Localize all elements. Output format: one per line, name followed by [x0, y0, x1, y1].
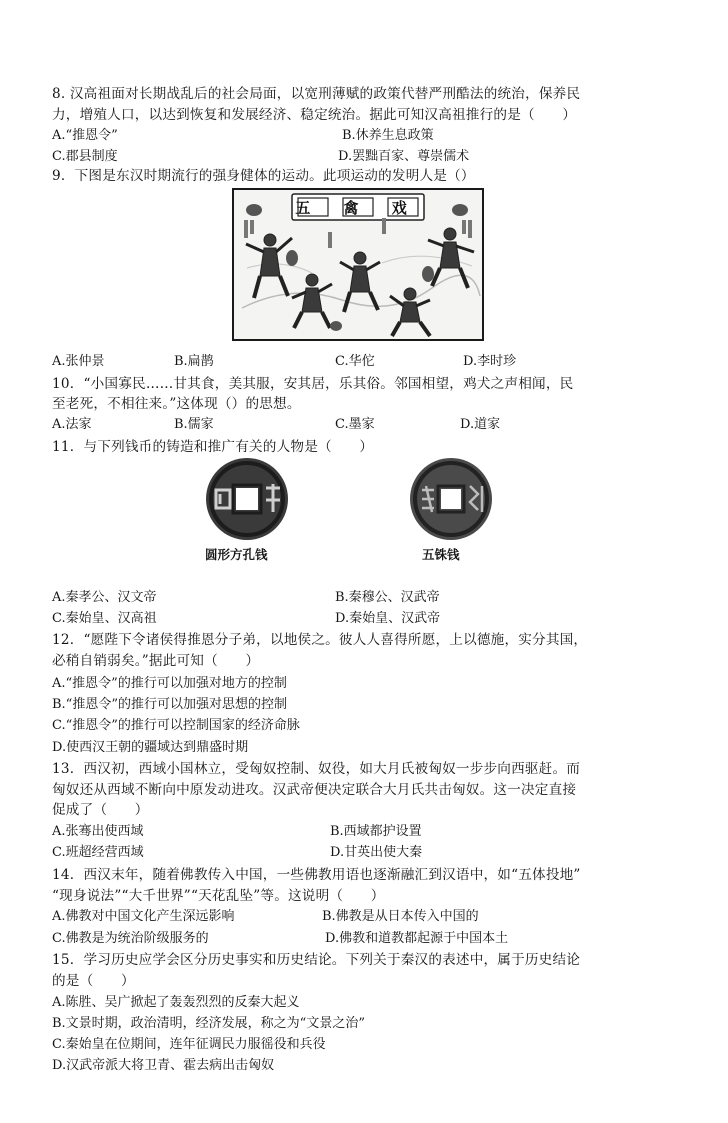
q10-stem-line2: 至老死，不相往来。”这体现（）的思想。 [52, 396, 301, 412]
wuqinxi-illustration [232, 188, 484, 341]
q9-option-a: A.张仲景 [52, 354, 105, 369]
q15-stem-line2: 的是（ ） [52, 973, 135, 989]
q11-option-c: C.秦始皇、汉高祖 [52, 611, 157, 626]
coin1-caption: 圆形方孔钱 [205, 547, 268, 562]
q12-option-a: A.“推恩令”的推行可以加强对地方的控制 [52, 676, 287, 691]
q10-option-c: C.墨家 [335, 417, 375, 432]
coin2-caption: 五铢钱 [422, 547, 460, 562]
round-square-hole-coin-image [200, 456, 295, 542]
q10-option-b: B.儒家 [174, 417, 214, 432]
q13-stem-line3: 促成了（ ） [52, 802, 149, 818]
q13-option-b: B.西域都护设置 [330, 824, 422, 839]
q13-option-c: C.班超经营西域 [52, 845, 144, 860]
q13-stem-line2: 匈奴还从西域不断向中原发动进攻。汉武帝便决定联合大月氏共击匈奴。这一决定直接 [52, 782, 577, 798]
q8-stem-line2: 力，增殖人口，以达到恢复和发展经济、稳定统治。据此可知汉高祖推行的是（ ） [52, 107, 577, 123]
q10-stem-line1: 10．“小国寡民……甘其食，美其服，安其居，乐其俗。邻国相望，鸡犬之声相闻，民 [52, 376, 574, 392]
q8-option-c: C.郡县制度 [52, 149, 118, 164]
q12-option-d: D.使西汉王朝的疆域达到鼎盛时期 [52, 740, 249, 755]
q9-option-c: C.华佗 [335, 354, 375, 369]
q11-option-b: B.秦穆公、汉武帝 [335, 590, 440, 605]
coin-round-square-hole-icon [200, 456, 295, 542]
q15-option-c: C.秦始皇在位期间，连年征调民力服徭役和兵役 [52, 1037, 326, 1052]
q14-option-b: B.佛教是从日本传入中国的 [322, 909, 479, 924]
q11-stem: 11．与下列钱币的铸造和推广有关的人物是（ ） [52, 439, 374, 455]
q13-option-d: D.甘英出使大秦 [330, 845, 423, 860]
q12-option-b: B.“推恩令”的推行可以加强对思想的控制 [52, 697, 287, 712]
q10-option-a: A.法家 [52, 417, 92, 432]
q9-stem: 9．下图是东汉时期流行的强身健体的运动。此项运动的发明人是（） [52, 168, 475, 184]
q10-option-d: D.道家 [460, 417, 501, 432]
q8-option-a: A.“推恩令” [52, 128, 118, 143]
q8-stem-line1: 8. 汉高祖面对长期战乱后的社会局面，以宽刑薄赋的政策代替严刑酷法的统治，保养民 [52, 86, 581, 102]
coin-wuzhu-icon [408, 456, 494, 542]
q9-option-b: B.扁鹊 [174, 354, 214, 369]
q13-stem-line1: 13．西汉初，西域小国林立，受匈奴控制、奴役，如大月氏被匈奴一步步向西驱赶。而 [52, 761, 581, 777]
q15-option-a: A.陈胜、吴广掀起了轰轰烈烈的反秦大起义 [52, 995, 300, 1010]
q15-option-b: B.文景时期，政治清明，经济发展，称之为“文景之治” [52, 1016, 365, 1031]
wuqinxi-image [232, 188, 484, 341]
q11-option-a: A.秦孝公、汉文帝 [52, 590, 157, 605]
q11-option-d: D.秦始皇、汉武帝 [335, 611, 441, 626]
q12-stem-line1: 12．“愿陛下令诸侯得推恩分子弟，以地侯之。彼人人喜得所愿，上以德施，实分其国， [52, 632, 588, 648]
q14-stem-line2: “现身说法”“大千世界”“天花乱坠”等。这说明（ ） [52, 888, 385, 904]
q15-option-d: D.汉武帝派大将卫青、霍去病出击匈奴 [52, 1058, 275, 1073]
wuqinxi-title: 五 禽 戏 [295, 199, 421, 217]
wuzhu-coin-image [408, 456, 494, 542]
q8-option-d: D.罢黜百家、尊崇儒术 [338, 149, 470, 164]
q12-option-c: C.“推恩令”的推行可以控制国家的经济命脉 [52, 718, 300, 733]
q12-stem-line2: 必稍自销弱矣。”据此可知（ ） [52, 653, 260, 669]
q13-option-a: A.张骞出使西域 [52, 824, 144, 839]
q14-option-a: A.佛教对中国文化产生深远影响 [52, 909, 235, 924]
q14-stem-line1: 14．西汉末年，随着佛教传入中国，一些佛教用语也逐渐融汇到汉语中，如“五体投地” [52, 867, 581, 883]
q14-option-c: C.佛教是为统治阶级服务的 [52, 931, 209, 946]
q15-stem-line1: 15．学习历史应学会区分历史事实和历史结论。下列关于秦汉的表述中，属于历史结论 [52, 952, 581, 968]
q9-option-d: D.李时珍 [463, 354, 517, 369]
q8-option-b: B.休养生息政策 [342, 128, 434, 143]
q14-option-d: D.佛教和道教都起源于中国本土 [325, 931, 509, 946]
